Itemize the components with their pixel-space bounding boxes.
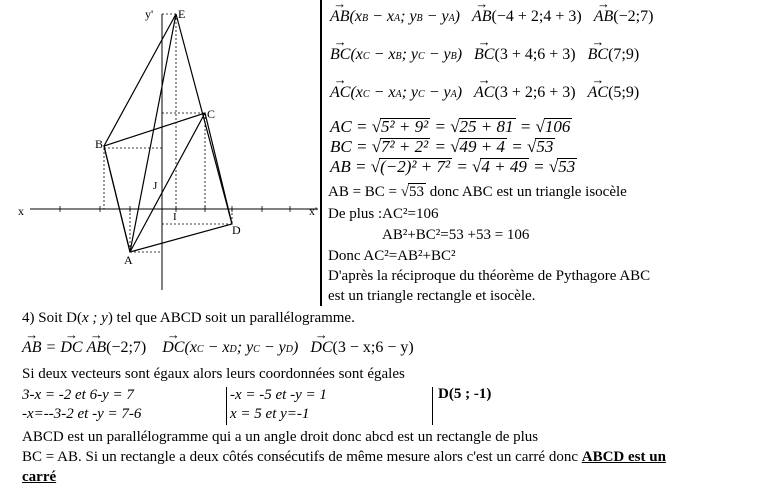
system-divider-1 <box>226 387 227 425</box>
label-x-right: x' <box>309 204 318 218</box>
question-4: 4) Soit D(x ; y) tel que ABCD soit un parallélogramme. <box>22 310 355 326</box>
length-ac: AC = √5² + 9² = √25 + 81 = √106 <box>330 117 571 136</box>
pythagore-line-1: D'après la réciproque du théorème de Pythagore ABC <box>328 268 651 284</box>
triangle-abe <box>104 14 176 252</box>
geometry-figure <box>0 0 322 300</box>
sum-squares-line: AB²+BC²=53 +53 = 106 <box>382 227 530 243</box>
isosceles-statement: AB = BC = √53 donc ABC est un triangle isocèle <box>328 184 627 200</box>
system-col1-line2: -x=--3-2 et -y = 7-6 <box>22 406 142 422</box>
label-point-a: A <box>124 253 133 267</box>
label-point-b: B <box>95 137 104 151</box>
system-col2-line2: x = 5 et y=-1 <box>230 406 310 422</box>
pythagore-line-2: est un triangle rectangle et isocèle. <box>328 288 536 304</box>
label-point-j: J <box>153 180 158 192</box>
separator-line <box>320 0 322 306</box>
label-point-c: C <box>207 107 216 121</box>
label-point-i: I <box>173 211 177 223</box>
label-point-e: E <box>178 7 186 21</box>
length-bc: BC = √7² + 2² = √49 + 4 = √53 <box>330 137 554 156</box>
system-col2-line1: -x = -5 et -y = 1 <box>230 387 327 403</box>
segment-ed <box>176 14 232 224</box>
system-col1-line1: 3-x = -2 et 6-y = 7 <box>22 387 134 403</box>
vector-equality-line: → AB = → DC → AB(−2;7) → DC(xC − xD; yC − yD) → DC(3 − x;6 − y) <box>22 339 414 357</box>
label-x-left: x <box>18 204 24 218</box>
equal-vectors-rule: Si deux vecteurs sont égaux alors leurs coordonnées sont égales <box>22 366 405 382</box>
length-ab: AB = √(−2)² + 7² = √4 + 49 = √53 <box>330 157 576 176</box>
vector-ac-line: → AC(xC − xA; yC − yA) → AC(3 + 2;6 + 3) → AC(5;9) <box>330 84 639 102</box>
system-divider-2 <box>432 387 433 425</box>
vector-bc-line: → BC(xC − xB; yC − yB) → BC(3 + 4;6 + 3) → BC(7;9) <box>330 46 639 64</box>
label-y-axis: y' <box>145 7 154 21</box>
conclusion-line-2: BC = AB. Si un rectangle a deux côtés consécutifs de même mesure alors c'est un carré donc ABCD est un <box>22 449 666 465</box>
point-d-result: D(5 ; -1) <box>438 386 492 402</box>
conclusion-line-1: ABCD est un parallélogramme qui a un angle droit donc abcd est un rectangle de plus <box>22 429 539 445</box>
de-plus-line: De plus :AC²=106 <box>328 206 439 222</box>
label-point-d: D <box>232 223 241 237</box>
donc-line: Donc AC²=AB²+BC² <box>328 248 456 264</box>
vector-ab-line: → AB(xB − xA; yB − yA) → AB(−4 + 2;4 + 3) → AB(−2;7) <box>330 8 653 26</box>
conclusion-line-3: carré <box>22 469 57 485</box>
